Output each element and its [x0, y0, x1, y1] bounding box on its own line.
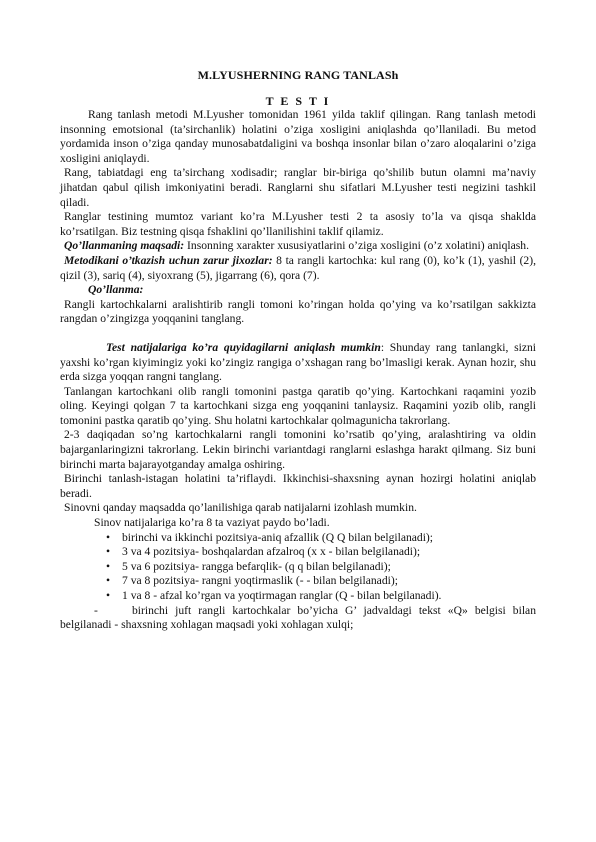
- paragraph-instruction: Rangli kartochkalarni aralishtirib rangli tomoni ko’ringan holda qo’ying va ko’rsatilgan sakkizta rangdan o’zingizga yoqqanini tanglang.: [60, 297, 536, 326]
- list-item: [60, 560, 536, 575]
- goal-label: Qo’llanmaning maqsadi:: [64, 239, 185, 253]
- document-body: [60, 108, 536, 633]
- paragraph-intro: Rang tanlash metodi M.Lyusher tomonidan 1961 yilda taklif qilingan. Rang tanlash metodi insonning emotsional (ta’sirchanlik) holatini o’ziga xosligini aniqlashda qo’llaniladi. Bu metod yordamida inson o’ziga qanday munosabatdaligini va boshqa insonlar bilan o’zaro aloqalarini o’ziga xosligini aniqlaydi.: [60, 108, 536, 165]
- paragraph-color-nature: Rang, tabiatdagi eng ta’sirchang xodisadir; ranglar bir-biriga qo’shilib butun olamni ma’naviy jihatdan qabul qilish imkoniyatini beradi. Ranglarni shu sifatlari M.Lyusher testi negizini tashkil qiladi.: [60, 166, 536, 209]
- document-subtitle: T E S T I: [265, 94, 331, 108]
- situation-list: [60, 531, 536, 604]
- list-item: [60, 589, 536, 604]
- first-pair-text: birinchi juft rangli kartochkalar bo’yicha G’ jadvaldagi tekst «Q» belgisi bilan belgilanadi - shaxsning xohlagan maqsadi yoki xohlagan xulqi;: [60, 603, 536, 632]
- bullet-icon: •: [106, 574, 111, 588]
- paragraph-manual-heading: [60, 283, 536, 298]
- bullet-icon: •: [106, 559, 111, 573]
- list-item-text: 1 va 8 - afzal ko’rgan va yoqtirmagan ranglar (Q - bilan belgilanadi).: [122, 589, 442, 602]
- results-text: : Shunday rang tanlangki, sizni yaxshi ko’rgan kiyimingiz yoki ko’zingiz rangiga o’xshagan rang bo’lmasligi kerak. Aynan hozir, shu erda sizga yoqqan rangni tanglang.: [60, 340, 536, 384]
- paragraph-repeat: 2-3 daqiqadan so’ng kartochkalarni rangli tomonini ko’rsatib qo’ying, aralashtiring va oldin bajarganlaringizni takrorlang. Lekin birinchi variantdagi ranglarni eslashga harakt qilmang. Siz buni birinchi marta bajarayotganday amalga oshiring.: [60, 428, 536, 471]
- paragraph-selection-steps: Tanlangan kartochkani olib rangli tomonini pastga qaratib qo’ying. Kartochkani raqamini yozib oling. Keyingi qolgan 7 ta kartochkani sizga eng yoqqanini tanlaysiz. Raqamini yozib olib, rangli tomonini pastka qaratib qo’ying. Shu holatni kartochkalar qolmagunicha takrorlang.: [60, 384, 536, 427]
- paragraph-first-pair: [60, 604, 536, 633]
- dash-marker: -: [94, 603, 98, 617]
- list-item: [60, 531, 536, 546]
- paragraph-gap: [60, 327, 536, 341]
- goal-text: Insonning xarakter xususiyatlarini o’ziga xosligini (o’z xolatini) aniqlash.: [184, 239, 529, 253]
- equipment-text: 8 ta rangli kartochka: kul rang (0), ko’k (1), yashil (2), qizil (3), sariq (4), siyoxrang (5), jigarrang (6), qora (7).: [60, 253, 536, 282]
- paragraph-equipment: [60, 254, 536, 283]
- paragraph-results: [60, 341, 536, 385]
- list-item-text: 3 va 4 pozitsiya- boshqalardan afzalroq (x x - bilan belgilanadi);: [122, 545, 421, 559]
- paragraph-purpose: Sinovni qanday maqsadda qo’lanilishiga qarab natijalarni izohlash mumkin.: [64, 501, 417, 515]
- bullet-icon: •: [106, 589, 111, 602]
- document-title: M.LYUSHERNING RANG TANLASh: [197, 68, 399, 82]
- paragraph-interpretation: Birinchi tanlash-istagan holatini ta’riflaydi. Ikkinchisi-shaxsning aynan hozirgi holatini aniqlab beradi.: [60, 472, 536, 500]
- list-item-text: 7 va 8 pozitsiya- rangni yoqtirmaslik (- - bilan belgilanadi);: [122, 574, 398, 588]
- bullet-icon: •: [106, 530, 111, 544]
- list-item: [60, 574, 536, 589]
- results-label: Test natijalariga ko’ra quyidagilarni aniqlash mumkin: [106, 340, 381, 354]
- list-item-text: birinchi va ikkinchi pozitsiya-aniq afzallik (Q Q bilan belgilanadi);: [122, 530, 434, 544]
- list-item-text: 5 va 6 pozitsiya- rangga befarqlik- (q q bilan belgilanadi);: [122, 559, 391, 573]
- paragraph-test-variants: Ranglar testining mumtoz variant ko’ra M.Lyusher testi 2 ta asosiy to’la va qisqa shaklda ko’rsatilgan. Biz testning qisqa fshaklini qo’llanilishini taklif qilamiz.: [60, 210, 536, 238]
- paragraph-goal: [60, 239, 536, 254]
- equipment-label: Metodikani o’tkazish uchun zarur jixozlar:: [64, 253, 273, 267]
- manual-label: Qo’llanma:: [88, 283, 144, 297]
- list-item: [60, 545, 536, 560]
- paragraph-situations: Sinov natijalariga ko’ra 8 ta vaziyat paydo bo’ladi.: [94, 516, 330, 530]
- bullet-icon: •: [106, 545, 111, 559]
